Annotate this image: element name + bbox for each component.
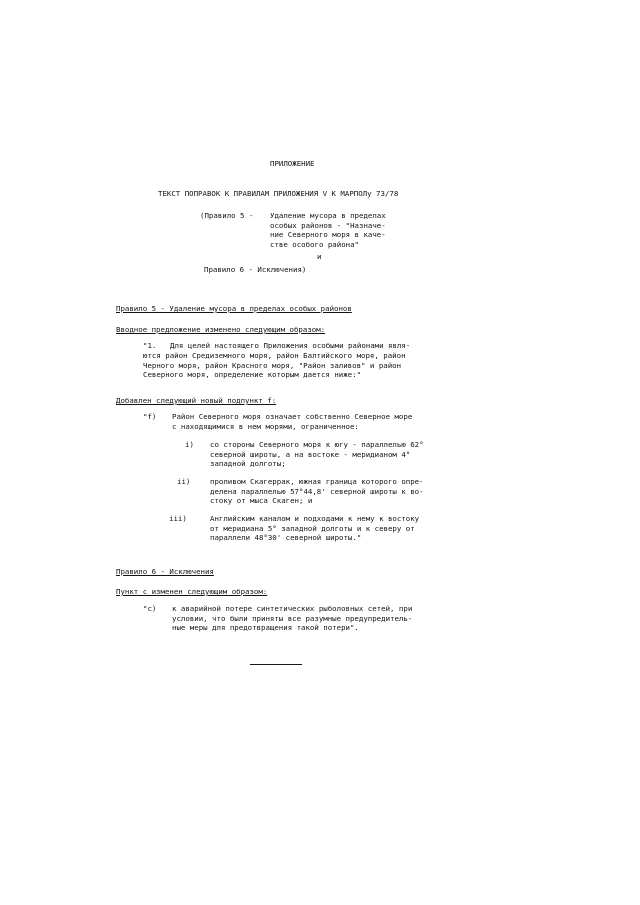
subparagraph-c xyxy=(172,604,412,633)
text-line: условии, что были приняты все разумные предупредитель- xyxy=(172,613,413,623)
subparagraph-c-label: "c) xyxy=(143,604,157,613)
text-line: Северного моря, определение которым дается ниже:" xyxy=(143,370,362,380)
text-line: стоку от мыса Скаген; и xyxy=(210,496,313,506)
text-line: Черного моря, район Красного моря, "Район заливов" и район xyxy=(143,360,402,370)
text-line: проливом Скагеррак, южная граница которого опре- xyxy=(210,477,424,486)
document-subtitle: ТЕКСТ ПОПРАВОК К ПРАВИЛАМ ПРИЛОЖЕНИЯ V К МАРПОЛу 73/78 xyxy=(158,189,399,198)
item-iii-label: iii) xyxy=(169,514,187,523)
text-line: северной широты, а на востоке - меридианом 4° xyxy=(210,449,411,459)
paragraph-1-continued xyxy=(143,351,406,380)
text-line: Английским каналом и подходами к нему к востоку xyxy=(210,514,420,523)
appendix-title: ПРИЛОЖЕНИЕ xyxy=(270,159,315,168)
text-line: стве особого района" xyxy=(270,239,359,249)
text-line: от меридиана 5° западной долготы и к северу от xyxy=(210,523,415,533)
text-line: Удаление мусора в пределах xyxy=(270,211,386,220)
rule5-summary-label: (Правило 5 - xyxy=(200,211,254,220)
text-line: Для целей настоящего Приложения особыми районами явля- xyxy=(170,341,411,350)
text-line: параллели 48°30' северной широты." xyxy=(210,533,362,543)
added-subparagraph-intro: Добавлен следующий новый подпункт f: xyxy=(116,396,277,405)
item-ii-text xyxy=(210,477,424,506)
text-line: Район Северного моря означает собственно Северное море xyxy=(172,412,413,421)
text-line: особых районов - "Назначе- xyxy=(270,220,386,230)
item-ii-label: ii) xyxy=(177,477,191,486)
item-iii-text xyxy=(210,514,419,543)
rule5-summary-text xyxy=(270,211,386,249)
text-line: с находящимися в нем морями, ограниченное: xyxy=(172,421,359,431)
text-line: ние Северного моря в каче- xyxy=(270,230,386,240)
rule5-heading: Правило 5 - Удаление мусора в пределах особых районов xyxy=(116,304,352,313)
text-line: ются район Средиземного моря, район Балтийского моря, район xyxy=(143,351,406,360)
rule6-heading: Правило 6 - Исключения xyxy=(116,567,214,576)
subparagraph-f-label: "f) xyxy=(143,412,157,421)
text-line: ные меры для предотвращения такой потери". xyxy=(172,623,359,633)
end-separator xyxy=(250,664,302,665)
text-line: западной долготы; xyxy=(210,459,286,469)
paragraph-1 xyxy=(170,341,410,351)
rule6-intro: Пункт c изменен следующим образом: xyxy=(116,587,268,596)
paragraph-number: "1. xyxy=(143,341,157,350)
subparagraph-f xyxy=(172,412,412,431)
conjunction: и xyxy=(317,252,322,261)
rule5-intro: Вводное предложение изменено следующим образом: xyxy=(116,325,326,334)
rule6-summary: Правило 6 - Исключения) xyxy=(204,265,307,274)
item-i-label: i) xyxy=(185,440,194,449)
item-i-text xyxy=(210,440,424,469)
text-line: со стороны Северного моря к югу - параллелью 62° xyxy=(210,440,424,449)
text-line: делена параллелью 57°44,8' северной широты к во- xyxy=(210,486,424,496)
text-line: к аварийной потере синтетических рыболовных сетей, при xyxy=(172,604,413,613)
